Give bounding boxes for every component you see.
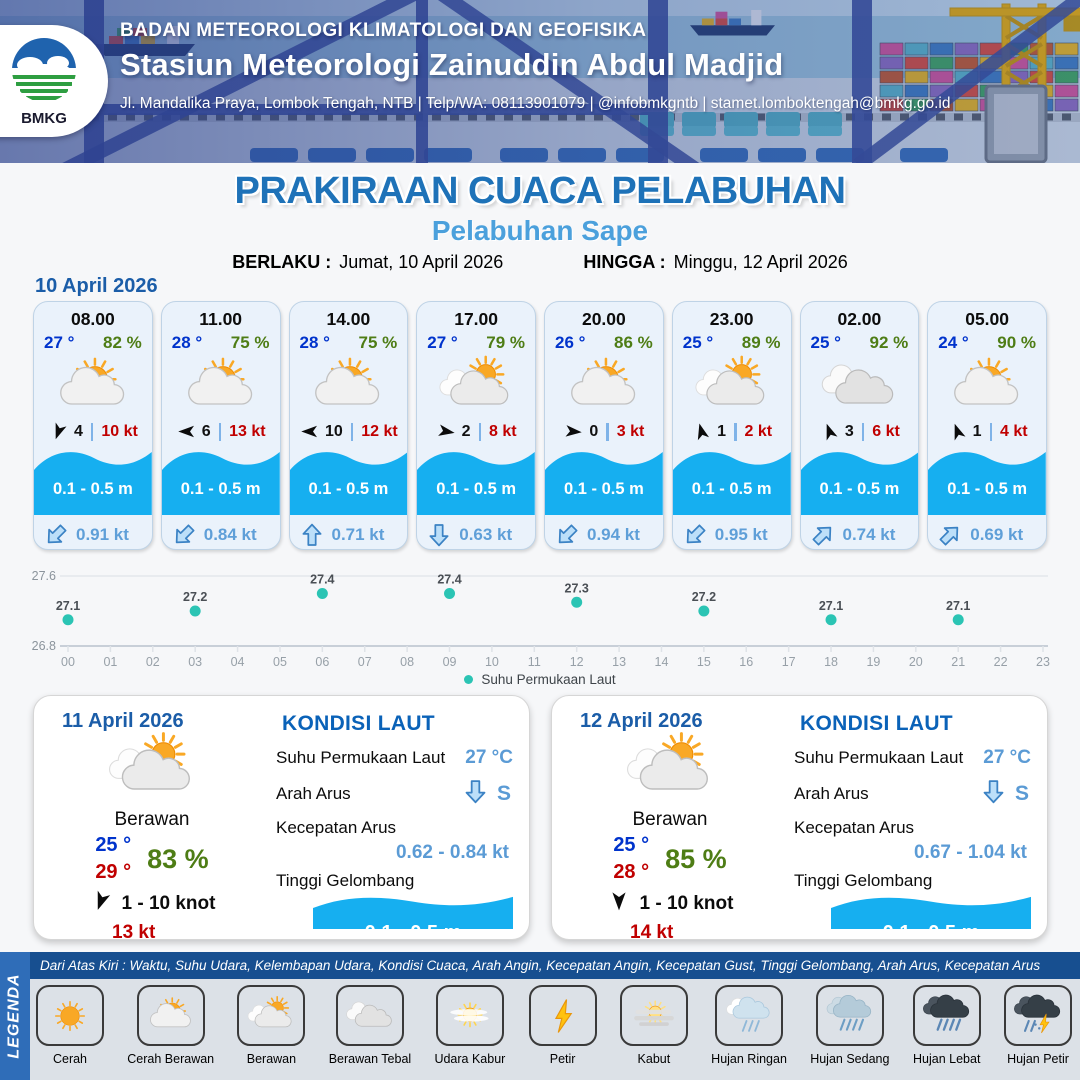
cerah-berawan-icon <box>177 353 265 421</box>
wave-icon <box>290 442 408 515</box>
wind-direction-icon <box>607 889 631 919</box>
wave-band <box>290 442 408 515</box>
sea-condition-heading: KONDISI LAUT <box>800 712 953 735</box>
gust-value: 14 kt <box>630 922 674 943</box>
current-speed-value: 0.74 kt <box>842 524 896 544</box>
current-speed-value: 0.91 kt <box>76 524 129 544</box>
legend-item-berawan-tebal <box>329 985 411 1066</box>
wave-height-value: 0.1 - 0.5 m <box>947 480 1028 498</box>
daily-temps <box>613 832 726 886</box>
wind-speed: 6 <box>201 422 211 440</box>
legend-item-label: Petir <box>549 1052 576 1066</box>
hourly-card <box>416 301 536 550</box>
card-wind <box>928 421 1046 442</box>
legend-item-kabut <box>620 985 688 1066</box>
temp-value: 28 ° <box>171 333 203 352</box>
legend-items-row <box>36 985 1072 1066</box>
daily-card-1 <box>33 695 530 944</box>
svg-text:23: 23 <box>1036 655 1050 669</box>
card-wind <box>545 421 663 442</box>
wave-height-value: 0.1 - 0.5 m <box>180 480 261 498</box>
wind-speed: 2 <box>461 422 471 440</box>
wave-icon <box>673 442 791 515</box>
current-speed-value: 0.69 kt <box>970 524 1024 544</box>
current-direction-label: Arah Arus <box>794 784 869 803</box>
sst-chart <box>22 560 1058 677</box>
valid-from: BERLAKU : Jumat, 10 April 2026 <box>232 252 504 272</box>
wind-speed: 10 <box>324 422 343 440</box>
humidity-value: 83 % <box>147 843 209 874</box>
sst-legend-dot-icon <box>464 675 473 684</box>
temp-value: 26 ° <box>555 333 586 352</box>
weather-icon-box <box>162 353 280 421</box>
sst-label: Suhu Permukaan Laut <box>276 748 446 767</box>
legend-side-bar <box>0 952 30 1080</box>
wave-height-value: 0.1 - 0.5 m <box>308 480 389 498</box>
svg-text:27.6: 27.6 <box>31 569 56 583</box>
legend-item-label: Udara Kabur <box>434 1052 506 1066</box>
legend-item-cerah <box>36 985 104 1066</box>
wind-arrow-icon <box>947 421 968 442</box>
current-direction-label: Arah Arus <box>276 784 351 803</box>
berawan-tebal-icon <box>815 353 903 421</box>
weather-condition: Berawan <box>632 809 708 830</box>
current-direction-icon <box>462 778 489 810</box>
wind-arrow-icon <box>563 421 584 442</box>
sst-legend-label: Suhu Permukaan Laut <box>481 672 616 687</box>
current-direction-value: S <box>1014 782 1029 805</box>
svg-text:20: 20 <box>908 655 923 669</box>
wave-band <box>928 442 1046 515</box>
bmkg-logo <box>0 25 108 137</box>
wind-arrow-icon <box>176 421 197 442</box>
legend-item-label: Hujan Ringan <box>711 1052 787 1066</box>
legend-item-hujan-petir <box>1004 985 1072 1066</box>
legend-icon-box <box>913 985 981 1046</box>
svg-text:27.1: 27.1 <box>55 598 81 613</box>
card-temp-humidity <box>545 330 663 353</box>
humidity-value: 86 % <box>614 333 653 352</box>
divider <box>351 423 354 441</box>
divider <box>990 423 993 441</box>
current-arrow-icon <box>980 778 1007 805</box>
svg-text:03: 03 <box>188 655 203 669</box>
hourly-card <box>161 301 281 550</box>
legend-icon-box <box>715 985 783 1046</box>
svg-text:01: 01 <box>103 655 118 669</box>
legend-icon-box <box>816 985 884 1046</box>
card-wind <box>162 421 280 442</box>
bmkg-logo-icon <box>0 25 108 137</box>
divider <box>862 423 865 441</box>
udara-kabur-icon <box>444 994 496 1038</box>
wind-direction-icon <box>89 889 113 919</box>
daily-temps <box>95 832 208 886</box>
svg-text:22: 22 <box>993 655 1008 669</box>
humidity-value: 82 % <box>103 333 142 352</box>
wind-arrow-icon <box>691 421 712 442</box>
wave-icon <box>545 442 663 515</box>
card-wind <box>673 421 791 442</box>
hourly-forecast-row <box>33 301 1047 550</box>
page-title: PRAKIRAAN CUACA PELABUHAN <box>234 170 846 212</box>
station-address: Jl. Mandalika Praya, Lombok Tengah, NTB | Telp/WA: 08113901079 | @infobmkgntb | stamet.lomboktengah@bmkg.go.id <box>120 95 951 112</box>
current-direction-icon <box>980 778 1007 810</box>
legend-item-label: Kabut <box>637 1052 671 1066</box>
legend-icon-box <box>1004 985 1072 1046</box>
svg-text:11: 11 <box>527 655 541 669</box>
temp-value: 25 ° <box>810 333 841 352</box>
legend-item-label: Cerah <box>52 1052 88 1066</box>
legend-item-cerah-berawan <box>127 985 214 1066</box>
wind-arrow-icon <box>436 421 457 442</box>
legend-icon-box <box>137 985 205 1046</box>
wave-height-label: Tinggi Gelombang <box>276 871 415 890</box>
hourly-card <box>672 301 792 550</box>
current-direction-value: S <box>496 782 511 805</box>
current-speed-value: 0.94 kt <box>587 524 640 544</box>
svg-text:12: 12 <box>569 655 584 669</box>
card-wind <box>801 421 919 442</box>
card-current <box>545 515 663 550</box>
wave-height-value: 0.1 - 0.5 m <box>882 922 980 944</box>
svg-text:19: 19 <box>866 655 881 669</box>
berawan-icon <box>620 729 720 809</box>
gust-value: 10 kt <box>101 422 138 440</box>
current-speed-value: 0.95 kt <box>714 524 768 544</box>
card-temp-humidity <box>290 330 408 353</box>
humidity-value: 90 % <box>997 333 1036 352</box>
daily-wind <box>89 889 216 919</box>
legend-note: Dari Atas Kiri : Waktu, Suhu Udara, Kelembapan Udara, Kondisi Cuaca, Arah Angin, Kecepatan Angin, Kecepatan Gust, Tinggi Gelombang, Arah Arus, Kecepatan Arus <box>30 952 1080 979</box>
card-current <box>417 515 535 550</box>
divider <box>479 423 482 441</box>
card-time: 17.00 <box>454 309 499 329</box>
sst-value: 27 °C <box>465 747 513 768</box>
svg-text:13: 13 <box>612 655 627 669</box>
svg-text:21: 21 <box>951 655 966 669</box>
wind-arrow-icon <box>819 421 840 442</box>
temp-max: 29 ° <box>95 861 132 883</box>
card-temp-humidity <box>673 330 791 353</box>
hujan-lebat-icon <box>921 994 973 1038</box>
gust-value: 4 kt <box>1000 422 1028 440</box>
humidity-value: 85 % <box>665 843 727 874</box>
wave-icon <box>928 442 1046 515</box>
card-time: 23.00 <box>709 309 754 329</box>
hourly-card <box>289 301 409 550</box>
wave-band <box>545 442 663 515</box>
gust-value: 8 kt <box>489 422 517 440</box>
temp-min: 25 ° <box>613 834 650 856</box>
svg-text:07: 07 <box>357 655 372 669</box>
berawan-icon <box>688 353 776 421</box>
card-wind <box>34 421 152 442</box>
hourly-card <box>33 301 153 550</box>
weather-icon <box>102 729 202 809</box>
hujan-petir-icon <box>1012 994 1064 1038</box>
card-time: 08.00 <box>70 309 115 329</box>
current-speed-label: Kecepatan Arus <box>276 818 397 837</box>
legend-item-hujan-lebat <box>913 985 981 1066</box>
card-time: 20.00 <box>581 309 626 329</box>
header-banner <box>0 0 1080 163</box>
wind-range: 1 - 10 knot <box>121 893 216 914</box>
wave-height-value: 0.1 - 0.5 m <box>52 480 133 498</box>
wave-band <box>801 442 919 515</box>
svg-text:27.1: 27.1 <box>818 598 844 613</box>
weather-icon <box>620 729 720 809</box>
svg-text:02: 02 <box>145 655 160 669</box>
gust-value: 13 kt <box>229 422 266 440</box>
wind-arrow-icon <box>299 421 320 442</box>
temp-max: 28 ° <box>613 861 650 883</box>
kabut-icon <box>628 994 680 1038</box>
card-current <box>801 515 919 550</box>
current-speed-value: 0.84 kt <box>203 524 257 544</box>
wind-arrow-icon <box>48 421 69 442</box>
cerah-berawan-icon <box>943 353 1031 421</box>
port-name: Pelabuhan Sape <box>431 215 649 246</box>
valid-until: HINGGA : Minggu, 12 April 2026 <box>583 252 848 272</box>
legend-item-hujan-ringan <box>711 985 787 1066</box>
svg-text:17: 17 <box>781 655 796 669</box>
weather-icon-box <box>290 353 408 421</box>
current-speed-value: 0.62 - 0.84 kt <box>395 842 509 863</box>
card-temp-humidity <box>162 330 280 353</box>
svg-text:27.2: 27.2 <box>183 590 208 604</box>
current-arrow-icon <box>462 778 489 805</box>
petir-icon <box>537 994 589 1038</box>
wind-speed: 0 <box>589 422 599 440</box>
hujan-ringan-icon <box>723 994 775 1038</box>
card-wind <box>290 421 408 442</box>
weather-condition: Berawan <box>114 809 190 830</box>
svg-text:15: 15 <box>696 655 711 669</box>
current-arrow-icon <box>426 522 452 548</box>
wave-height-value: 0.1 - 0.5 m <box>436 480 517 498</box>
svg-text:05: 05 <box>273 655 287 669</box>
card-temp-humidity <box>928 330 1046 353</box>
gust-value: 2 kt <box>744 422 773 440</box>
svg-text:27.3: 27.3 <box>564 581 589 596</box>
current-arrow-icon <box>171 522 197 548</box>
current-speed-value: 0.63 kt <box>459 524 513 544</box>
wave-height-value: 0.1 - 0.5 m <box>563 480 644 498</box>
svg-text:08: 08 <box>400 655 415 669</box>
legend-item-label: Hujan Petir <box>1007 1052 1069 1066</box>
wave-height-value: 0.1 - 0.5 m <box>364 922 462 944</box>
svg-text:09: 09 <box>442 655 457 669</box>
wave-icon <box>417 442 535 515</box>
wave-band <box>673 442 791 515</box>
legend-icon-box <box>529 985 597 1046</box>
agency-name: BADAN METEOROLOGI KLIMATOLOGI DAN GEOFISIKA <box>120 20 647 41</box>
legend-title: LEGENDA <box>6 973 24 1059</box>
card-current <box>162 515 280 550</box>
bmkg-logo-text: BMKG <box>21 110 67 127</box>
svg-text:04: 04 <box>230 655 245 669</box>
card-current <box>928 515 1046 550</box>
wind-speed: 3 <box>844 422 854 440</box>
berawan-icon <box>245 994 297 1038</box>
card-current <box>34 515 152 550</box>
card-current <box>673 515 791 550</box>
svg-text:27.4: 27.4 <box>310 572 335 587</box>
legend-icon-box <box>237 985 305 1046</box>
wave-band <box>417 442 535 515</box>
legend-icon-box <box>436 985 504 1046</box>
legend-icon-box <box>336 985 404 1046</box>
wind-speed: 4 <box>73 422 83 440</box>
legend-item-petir <box>529 985 597 1066</box>
temp-value: 27 ° <box>427 333 458 352</box>
temp-value: 24 ° <box>938 333 969 352</box>
svg-text:27.4: 27.4 <box>437 572 462 587</box>
station-name: Stasiun Meteorologi Zainuddin Abdul Madjid <box>120 47 784 82</box>
daily-forecast-row <box>33 695 1048 944</box>
humidity-value: 89 % <box>741 333 781 352</box>
svg-text:27.1: 27.1 <box>946 598 971 613</box>
berawan-icon <box>432 353 520 421</box>
card-current <box>290 515 408 550</box>
wind-speed: 1 <box>717 422 727 440</box>
svg-text:27.2: 27.2 <box>691 590 717 604</box>
current-arrow-icon <box>682 522 708 548</box>
legend-item-udara-kabur <box>434 985 505 1066</box>
legend-section <box>0 952 1080 1080</box>
divider <box>734 423 737 441</box>
current-arrow-icon <box>43 522 69 548</box>
legend-item-berawan <box>237 985 305 1066</box>
daily-date: 12 April 2026 <box>580 710 703 732</box>
sst-value: 27 °C <box>983 747 1031 768</box>
divider <box>606 423 609 441</box>
current-arrow-icon <box>810 522 836 548</box>
humidity-value: 75 % <box>230 333 270 352</box>
wind-arrow-icon <box>89 889 113 913</box>
svg-text:16: 16 <box>739 655 754 669</box>
sea-condition-heading: KONDISI LAUT <box>282 712 435 735</box>
card-temp-humidity <box>801 330 919 353</box>
current-speed-value: 0.71 kt <box>331 524 385 544</box>
cerah-berawan-icon <box>49 353 137 421</box>
humidity-value: 92 % <box>869 333 909 352</box>
wave-icon <box>34 442 152 515</box>
legend-item-label: Berawan Tebal <box>328 1052 412 1066</box>
legend-item-label: Berawan <box>246 1052 297 1066</box>
wave-icon <box>162 442 280 515</box>
daily-wind <box>607 889 734 919</box>
svg-text:06: 06 <box>315 655 330 669</box>
legend-icon-box <box>620 985 688 1046</box>
hourly-card <box>927 301 1047 550</box>
wind-speed: 1 <box>972 422 982 440</box>
legend-item-hujan-sedang <box>810 985 889 1066</box>
weather-icon-box <box>545 353 663 421</box>
divider <box>91 423 94 441</box>
wave-height-label: Tinggi Gelombang <box>794 871 933 890</box>
legend-item-label: Hujan Sedang <box>810 1052 890 1066</box>
svg-text:10: 10 <box>484 655 499 669</box>
wave-band <box>34 442 152 515</box>
berawan-icon <box>102 729 202 809</box>
legend-icon-box <box>36 985 104 1046</box>
svg-text:00: 00 <box>61 655 75 669</box>
wave-icon <box>801 442 919 515</box>
gust-value: 6 kt <box>872 422 900 440</box>
current-speed-value: 0.67 - 1.04 kt <box>913 842 1027 863</box>
hourly-date-label: 10 April 2026 <box>35 275 158 297</box>
svg-text:18: 18 <box>824 655 838 669</box>
cerah-berawan-icon <box>560 353 648 421</box>
weather-icon-box <box>801 353 919 421</box>
legend-item-label: Hujan Lebat <box>913 1052 981 1066</box>
card-temp-humidity <box>417 330 535 353</box>
wave-band <box>162 442 280 515</box>
card-time: 14.00 <box>326 309 371 329</box>
cerah-icon <box>44 994 96 1038</box>
gust-value: 13 kt <box>112 922 156 943</box>
wave-height-box <box>831 894 1031 944</box>
svg-text:14: 14 <box>654 655 669 669</box>
wind-range: 1 - 10 knot <box>639 893 734 914</box>
current-arrow-icon <box>299 522 325 548</box>
weather-icon-box <box>928 353 1046 421</box>
svg-text:26.8: 26.8 <box>31 639 56 653</box>
daily-date: 11 April 2026 <box>62 710 184 732</box>
weather-icon-box <box>34 353 152 421</box>
weather-icon-box <box>417 353 535 421</box>
temp-value: 25 ° <box>682 333 714 352</box>
card-wind <box>417 421 535 442</box>
humidity-value: 79 % <box>486 333 525 352</box>
card-time: 05.00 <box>965 309 1010 329</box>
card-temp-humidity <box>34 330 152 353</box>
temp-value: 28 ° <box>299 333 330 352</box>
gust-value: 3 kt <box>616 422 645 440</box>
current-arrow-icon <box>937 522 963 548</box>
chart-legend <box>0 672 1080 687</box>
daily-card-2 <box>551 695 1048 944</box>
wave-height-value: 0.1 - 0.5 m <box>819 480 900 498</box>
temp-value: 27 ° <box>44 333 75 352</box>
cerah-berawan-icon <box>304 353 392 421</box>
card-time: 02.00 <box>837 309 882 329</box>
humidity-value: 75 % <box>358 333 398 352</box>
sst-label: Suhu Permukaan Laut <box>794 748 964 767</box>
wind-arrow-icon <box>607 889 631 913</box>
wave-height-box <box>313 894 513 944</box>
cerah-berawan-icon <box>145 994 197 1038</box>
wave-height-value: 0.1 - 0.5 m <box>691 480 772 498</box>
hujan-sedang-icon <box>824 994 876 1038</box>
berawan-tebal-icon <box>344 994 396 1038</box>
current-arrow-icon <box>554 522 580 548</box>
divider <box>219 423 222 441</box>
weather-icon-box <box>673 353 791 421</box>
card-time: 11.00 <box>199 309 243 329</box>
validity-row <box>0 252 1080 273</box>
gust-value: 12 kt <box>361 422 398 440</box>
current-speed-label: Kecepatan Arus <box>794 818 915 837</box>
hourly-card <box>800 301 920 550</box>
hourly-card <box>544 301 664 550</box>
temp-min: 25 ° <box>95 834 132 856</box>
legend-item-label: Cerah Berawan <box>127 1052 215 1066</box>
